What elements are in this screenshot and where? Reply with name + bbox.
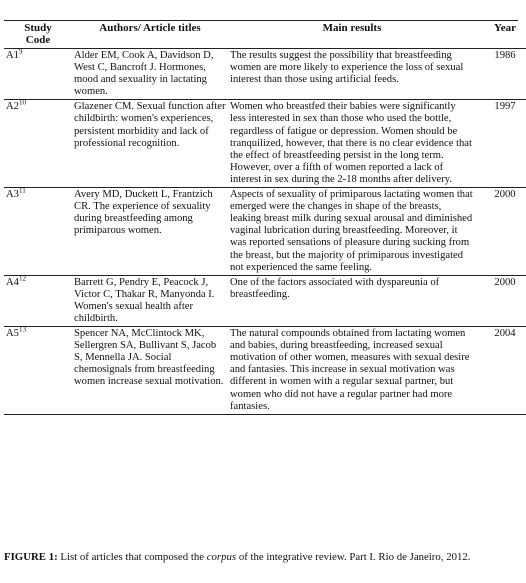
table-row [4, 100, 526, 188]
authors-title-cell: Alder EM, Cook A, Davidson D, West C, Bancroft J. Hormones, mood and sexuality in lactating women. [74, 50, 214, 98]
reference-number: 9 [18, 47, 23, 56]
table-row [4, 188, 526, 276]
caption-label: FIGURE 1: [4, 551, 58, 563]
caption-text-before: List of articles that composed the [57, 551, 207, 563]
reference-number: 13 [18, 325, 26, 334]
figure-caption [4, 551, 520, 564]
caption-emphasis: corpus [206, 551, 237, 563]
study-code-cell [4, 49, 72, 100]
articles-table [4, 21, 526, 415]
year-cell: 2000 [494, 276, 516, 288]
study-code: A2 [6, 101, 19, 113]
reference-number: 12 [18, 274, 26, 283]
reference-number: 10 [18, 98, 26, 107]
study-code: A4 [6, 276, 19, 288]
table-row [4, 275, 526, 326]
main-results-cell: One of the factors associated with dyspareunia of breastfeeding. [230, 276, 440, 300]
header-main-results: Main results [322, 22, 382, 34]
header-year: Year [494, 22, 516, 34]
header-study-code-line1: Study [24, 22, 52, 34]
study-code-cell [4, 100, 72, 188]
study-code-cell [4, 327, 72, 415]
table-row [4, 327, 526, 415]
main-results-cell: The natural compounds obtained from lactating women and babies, during breastfeeding, increased sexual motivation of other women, measures with sexual desire and fantasies. This increase in sexual motivation was different in women with a regular sexual partner, but women who did not have a regular partner had more fantasies. [230, 328, 470, 412]
caption-text-after: of the integrative review. Part I. Rio de Janeiro, 2012. [236, 551, 471, 563]
authors-title-cell: Glazener CM. Sexual function after childbirth: women's experiences, persistent morbidity and lack of professional recognition. [74, 101, 226, 149]
table-header-row [4, 21, 526, 49]
authors-title-cell: Avery MD, Duckett L, Frantzich CR. The experience of sexuality during breastfeeding among primiparous women. [74, 189, 213, 237]
main-results-cell: Women who breastfed their babies were significantly less interested in sex than those who used the bottle, regardless of fatigue or depression. Women should be tranquilized, however, that there is no clear evidence that the effect of breastfeeding persist in the long term. However, over a fifth of women reported a lack of interest in sex during the 2-18 months after delivery. [230, 101, 472, 185]
study-code: A3 [6, 189, 19, 201]
main-results-cell: Aspects of sexuality of primiparous lactating women that emerged were the changes in shape of the breasts, leaking breast milk during sexual arousal and diminished vaginal lubrication during breastfeeding. Moreover, it was reported sensations of pleasure during sucking from the breast, but the majority of primiparous investigated not experienced the same feeling. [230, 189, 473, 273]
table-row [4, 49, 526, 100]
header-study-code [4, 21, 72, 49]
study-code-cell [4, 275, 72, 326]
header-study-code-line2: Code [25, 34, 51, 46]
main-results-cell: The results suggest the possibility that breastfeeding women are more likely to experience the loss of sexual interest than those using artificial feeds. [230, 50, 464, 86]
authors-title-cell: Spencer NA, McClintock MK, Sellergren SA, Bullivant S, Jacob S, Mennella JA. Social chemosignals from breastfeeding women increase sexual motivation. [74, 328, 224, 388]
year-cell: 2000 [494, 189, 516, 201]
reference-number: 11 [18, 186, 26, 195]
study-code: A5 [6, 328, 19, 340]
year-cell: 1997 [494, 101, 516, 113]
year-cell: 1986 [494, 50, 516, 61]
year-cell: 2004 [494, 328, 516, 340]
study-code: A1 [6, 50, 19, 61]
header-authors: Authors/ Article titles [99, 22, 201, 34]
authors-title-cell: Barrett G, Pendry E, Peacock J, Victor C, Thakar R, Manyonda I. Women's sexual health after childbirth. [74, 276, 215, 324]
study-code-cell [4, 188, 72, 276]
